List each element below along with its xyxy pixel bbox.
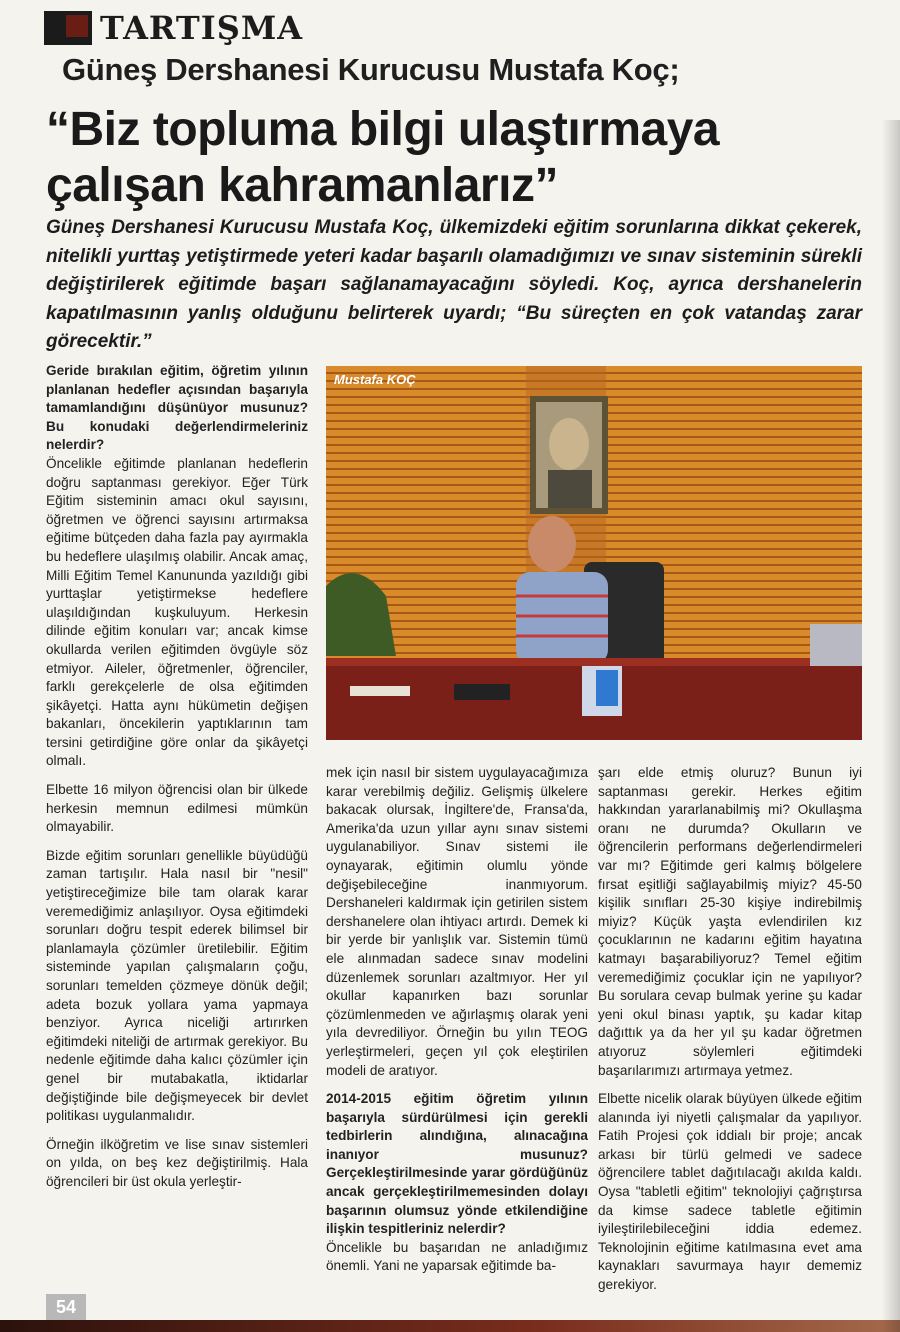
photo-caption: Mustafa KOÇ xyxy=(334,372,416,387)
question-2: 2014-2015 eğitim öğretim yılının başarıyla sürdürülmesi için gerekli tedbirlerin alındığına, alınacağına inanıyor musunuz? Gerçekleştirilmesinde yarar gördüğünüz ancak gerçekleştirilmemesinden dolayı başarının olumsuz yönde etkilendiğine ilişkin tespitleriniz nelerdir? xyxy=(326,1091,588,1237)
section-header xyxy=(44,10,303,46)
section-marker-icon xyxy=(44,11,92,45)
paragraph: Bizde eğitim sorunları genellikle büyüdüğü zaman tartışılır. Hala nasıl bir "nesil" yetiştireceğimize bile tam olarak karar veremediğimiz anlaşılıyor. Oysa eğitimdeki sorunları doğru tespit ederek bilimsel bir planlamayla çözümler üretilebilir. Eğitim sisteminde yapılan çalışmaların çoğu, sorunları temelden çözmeye dönük değil; adeta bozuk yollara yama yapmaya benziyor. Ayrıca niceliği artırırken eğitimdeki niteliği de artırmak gerekiyor. Bu nedenle eğitimde daha kalıcı çözümler için genel bir mutabakatla, iktidarlar değiştiğinde bile değişmeyecek bir devlet politikası uygulanmalıdır. xyxy=(46,847,308,1124)
paragraph: mek için nasıl bir sistem uygulayacağımıza karar verebilmiş değiliz. Gelişmiş ülkelere bakacak olursak, İngiltere'de, Fransa'da, Amerika'da uzun yıllar aynı sınav sistemi uygulanabiliyor. Sınav sistemi ile oynayarak, eğitimin olumlu yönde değişebileceğine inanmıyorum. Dershaneleri kaldırmak için getirilen sistem dershanelere olan ihtiyacı artırdı. Demek ki bir yerde bir yanlışlık var. Sistemin tümü ele alınmadan sadece sınav modelini düzenlemek sorunları azaltmıyor. Her yıl okullar kapanırken bazı sorunlar çözümlenmeden ve ağırlaşmış olarak yeni yıla devrediliyor. Örneğin bu yılın TEOG yerleştirmeleri, geçen yıl çok eleştirilen modeli de aratıyor. xyxy=(326,765,588,1078)
office-photo-illustration xyxy=(326,366,862,740)
article-subhead: Güneş Dershanesi Kurucusu Mustafa Koç; xyxy=(62,52,680,87)
paragraph: Elbette nicelik olarak büyüyen ülkede eğitim alanında iyi niyetli çalışmalar da yapılıyor. Fatih Projesi çok iddialı bir proje; ancak arkası bir türlü gelmedi ve sadece öğrencilere tablet dağıtılacağı akılda kaldı. Oysa "tabletli eğitim" teknolojiyi çağrıştırsa da kimse sadece tabletle eğitimin iyileştirilebileceğini iddia edemez. Teknolojinin eğitime katılmasına evet ama kaynakları savurmaya hayır dememiz gerekiyor. xyxy=(598,1091,862,1293)
paragraph: Öncelikle bu başarıdan ne anladığımız önemli. Yani ne yaparsak eğitimde ba- xyxy=(326,1239,588,1274)
paragraph: şarı elde etmiş oluruz? Bunun iyi saptanması gerekir. Herkes eğitim hakkından yararlanabilmiş mi? Okullaşma oranı ne durumda? Okulların ve öğrencilerin performans değerlendirmeleri var mı? Eğitimde geri kalmış bölgelere fırsat eşitliği sağlayabilmiş miyiz? 45-50 kişilik sınıfları 25-30 kişiye indirebilmiş miyiz? Küçük yaşta evlendirilen kız çocuklarının ne kadarını eğitim hayatına katmayı başarabiliyoruz? Temel eğitim veremediğimiz çocuklar için ne yapılıyor? Bu sorulara cevap bulmak yerine şu kadar yeni okul binası yaptık, şu kadar kitap dağıttık ya da her yıl şu kadar öğretmen atıyoruz söylemleri eğitimdeki başarılarımızı artırmaya yetmez. xyxy=(598,765,862,1078)
paragraph: Öncelikle eğitimde planlanan hedeflerin doğru saptanması gerekiyor. Eğer Türk Eğitim sisteminin amacı okul sayısını, öğretmen ve öğrenci sayısını artırmaksa eğitime bütçeden daha fazla pay ayırmakla bu hedeflere ulaşılmış olabilir. Ancak amaç, Milli Eğitim Temel Kanununda yazıldığı gibi yurttaşlar yetiştirmekse hedeflere ulaşıldığından kuşkuluyum. Herkesin dilinde eğitim konuları var; ancak kimse okullarda verilen eğitimden övgüyle söz etmiyor. Aileler, öğretmenler, öğrenciler, farklı gerekçelerle de olsa eğitimden şikâyetçi. Hatta aynı hükümetin değişen bakanları, öncekilerin yaptıklarının tam tersini getirdiğine göre onlar da şikâyetçi olmalı. xyxy=(46,455,308,769)
article-headline: “Biz topluma bilgi ulaştırmaya çalışan kahramanlarız” xyxy=(46,103,720,212)
article-lede: Güneş Dershanesi Kurucusu Mustafa Koç, ülkemizdeki eğitim sorunlarına dikkat çekerek, nitelikli yurttaş yetiştirmede yeteri kadar başarılı olamadığımızı ve sınav sisteminin sürekli değiştirilerek eğitimde başarı sağlanamayacağını söyledi. Koç, ayrıca dershanelerin kapatılmasının yanlış olduğunu belirterek uyardı; “Bu süreçten en çok vatandaş zarar görecektir.” xyxy=(46,217,862,352)
section-title: TARTIŞMA xyxy=(100,9,304,47)
page-edge-shadow xyxy=(882,120,900,1332)
footer-band xyxy=(0,1320,900,1332)
column-2 xyxy=(326,764,588,1286)
page-number: 54 xyxy=(46,1294,86,1320)
column-3 xyxy=(598,764,862,1305)
column-1 xyxy=(46,362,308,1202)
paragraph: Elbette 16 milyon öğrencisi olan bir ülkede herkesin memnun edilmesi mümkün olmayabilir. xyxy=(46,782,308,835)
question-1: Geride bırakılan eğitim, öğretim yılının planlanan hedefler açısından başarıyla tamamlandığını düşünüyor musunuz? Bu konudaki değerlendirmeleriniz nelerdir? xyxy=(46,363,308,453)
portrait-photo xyxy=(326,366,862,740)
paragraph: Örneğin ilköğretim ve lise sınav sistemleri on yılda, on beş kez değiştirilmiş. Hala öğrencileri bir üst okula yerleştir- xyxy=(46,1136,308,1189)
